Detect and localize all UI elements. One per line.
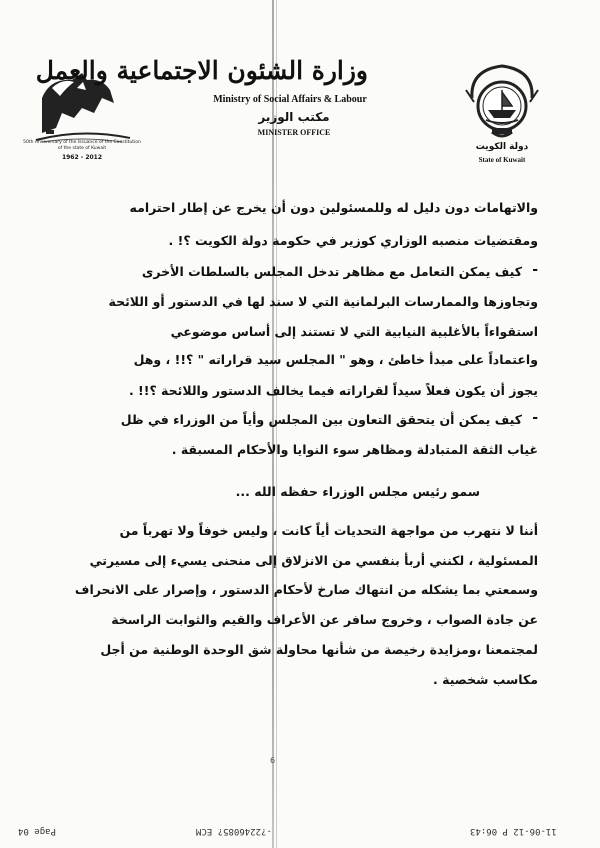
office-title-arabic: مكتب الوزير (258, 110, 330, 124)
body-line-1: والاتهامات دون دليل له وللمسئولين دون أن يخرج عن إطار احترامه (129, 200, 538, 215)
body-line-7: يجوز أن يكون فعلاً سيداً لقراراته فيما يخالف الدستور واللائحة ؟!! . (128, 383, 538, 398)
fax-footer-page: Page 04 (18, 826, 56, 836)
state-name-english: State of Kuwait (478, 156, 526, 164)
anniversary-caption: 50th Anniversary of the Issuance of the Constitution of the state of Kuwait (23, 140, 141, 151)
body-line-6: واعتماداً على مبدأ خاطئ ، وهو " المجلس سيد قراراته " ؟!! ، وهل (133, 352, 538, 367)
kuwait-emblem-icon (462, 60, 542, 142)
body-line-4: وتجاوزها والممارسات البرلمانية التي لا سند لها في الدستور أو اللائحة (108, 294, 538, 309)
office-title-english: MINISTER OFFICE (257, 128, 331, 137)
page-marker: 6 (270, 756, 276, 765)
fax-footer-number: -?2246085? ECM (196, 826, 272, 836)
ministry-title-english: Ministry of Social Affairs & Labour (213, 94, 367, 105)
ministry-title-arabic: وزارة الشئون الاجتماعية والعمل (35, 56, 368, 85)
bullet-marker: - (532, 410, 538, 426)
body-line-15: لمجتمعنا ،ومزايدة رخيصة من شأنها محاولة شق الوحدة الوطنية من أجل (100, 642, 538, 657)
body-line-5: استقواءاً بالأغلبية النيابية التي لا تستند إلى أساس موضوعي (170, 324, 538, 339)
bullet-marker: - (532, 262, 538, 278)
body-line-12: المسئولية ، لكنني أربأ بنفسي من الانزلاق إلى منحنى يسيء إلى مسيرتي (89, 553, 538, 568)
body-line-2: ومقتضيات منصبه الوزاري كوزير في حكومة دولة الكويت ؟! . (168, 233, 538, 248)
anniversary-years: 1962 - 2012 (61, 154, 103, 161)
body-line-8: كيف يمكن أن يتحقق التعاون بين المجلس وأياً من الوزراء في ظل (120, 412, 522, 427)
state-name-arabic: دولة الكويت (475, 142, 529, 152)
body-line-16: مكاسب شخصية . (433, 672, 538, 687)
body-line-13: وسمعتي بما يشكله من انتهاك صارخ لأحكام الدستور ، وإصرار على الانحراف (74, 582, 538, 597)
fax-footer-timestamp: 11-06-12 P 06:43 (470, 826, 557, 836)
body-line-11: أننا لا نتهرب من مواجهة التحديات أياً كانت ، وليس خوفاً ولا تهرباً من (119, 523, 538, 538)
body-line-3: كيف يمكن التعامل مع مظاهر تدخل المجلس بالسلطات الأخرى (141, 264, 522, 279)
body-line-14: عن جادة الصواب ، وخروج سافر عن الأعراف والقيم والثوابت الراسخة (111, 612, 538, 627)
body-line-9: غياب الثقة المتبادلة ومظاهر سوء النوايا والأحكام المسبقة . (171, 442, 538, 457)
salutation-line: سمو رئيس مجلس الوزراء حفظه الله ... (235, 484, 480, 499)
